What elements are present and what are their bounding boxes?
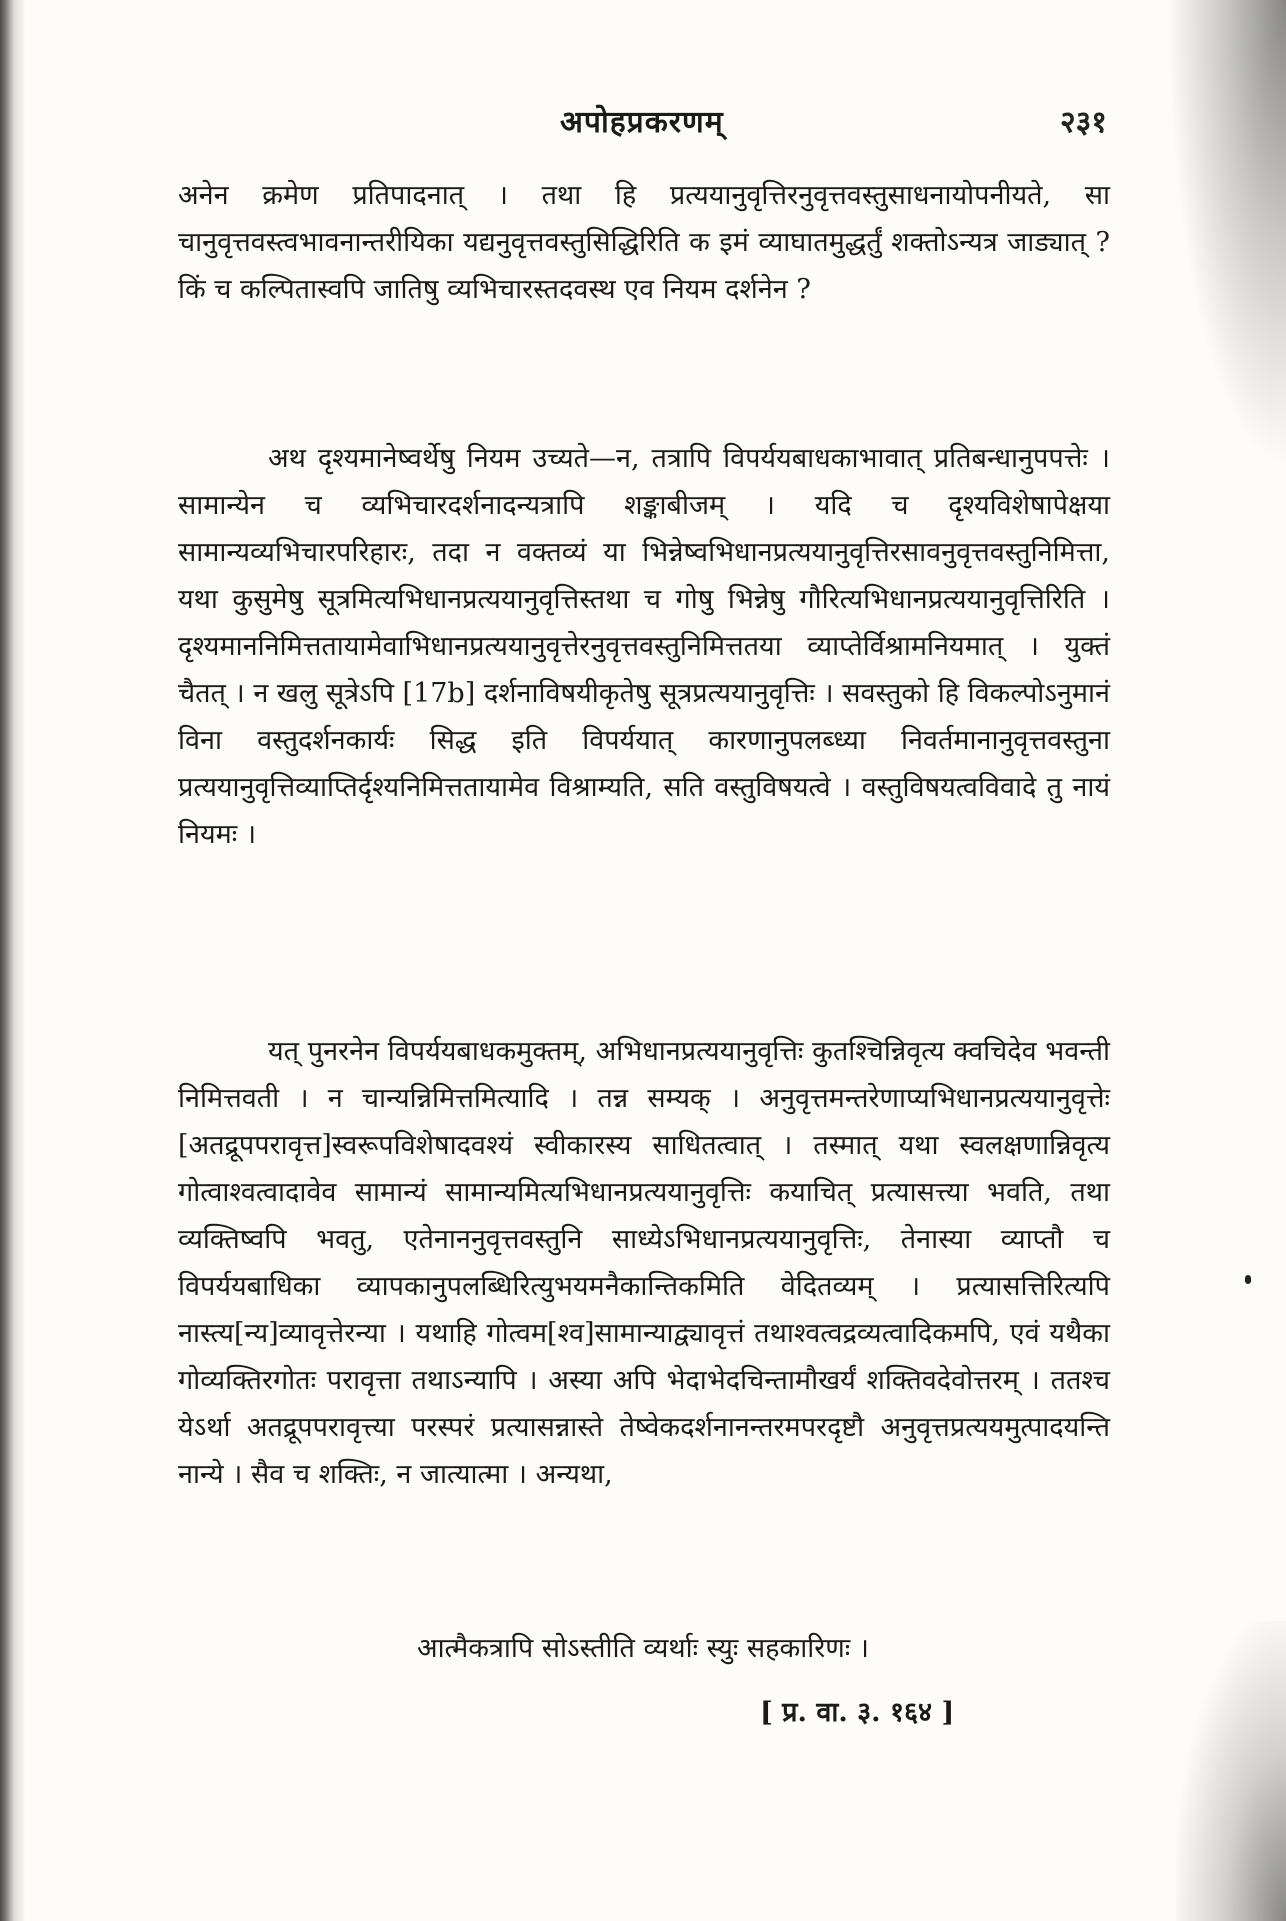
verse-line: आत्मैकत्रापि सोऽस्तीति व्यर्थाः स्युः सहकारिणः । — [416, 1633, 870, 1664]
paragraph-3: यत् पुनरनेन विपर्ययबाधकमुक्तम्, अभिधानप्रत्ययानुवृत्तिः कुतश्चिन्निवृत्य क्वचिदेव भवन्ती निमित्तवती । न चान्यन्निमित्तमित्यादि । तन्न सम्यक् । अनुवृत्तमन्तरेणाप्यभिधानप्रत्ययानुवृत्तेः [अतद्रूपपरावृत्त]स्वरूपविशेषादवश्यं स्वीकारस्य साधितत्वात् । तस्मात् यथा स्वलक्षणान्निवृत्य गोत्वाश्वत्वादावेव सामान्यं सामान्यमित्यभिधानप्रत्ययानुवृत्तिः कयाचित् प्रत्यासत्त्या भवति, तथा व्यक्तिष्वपि भवतु, एतेनाननुवृत्तवस्तुनि साध्येऽभिधानप्रत्ययानुवृत्तिः, तेनास्या व्याप्तौ च विपर्ययबाधिका व्यापकानुपलब्धिरित्युभयमनैकान्तिकमिति वेदितव्यम् । प्रत्यासत्तिरित्यपि नास्त्य[न्य]व्यावृत्तेरन्या । यथाहि गोत्वम[श्व]सामान्याद्व्यावृत्तं तथाश्वत्वद्रव्यत्वादिकमपि, एवं यथैका गोव्यक्तिरगोतः परावृत्ता तथाऽन्यापि । अस्या अपि भेदाभेदचिन्तामौखर्यं शक्तिवदेवोत्तरम् । ततश्च येऽर्था अतद्रूपपरावृत्त्या परस्परं प्रत्यासन्नास्ते तेष्वेकदर्शनानन्तरमपरदृष्टौ अनुवृत्तप्रत्ययमुत्पादयन्ति नान्ये । सैव च शक्तिः, न जात्यात्मा । अन्यथा, — [178, 1036, 1110, 1490]
scan-edge-top-right — [1166, 0, 1286, 470]
running-title: अपोहप्रकरणम् — [560, 105, 724, 140]
verse-reference: [ प्र. वा. ३. १६४ ] — [760, 1697, 955, 1728]
paragraph-1: अनेन क्रमेण प्रतिपादनात् । तथा हि प्रत्ययानुवृत्तिरनुवृत्तवस्तुसाधनायोपनीयते, सा चानुवृत्तवस्त्वभावनान्तरीयिका यद्यनुवृत्तवस्तुसिद्धिरिति क इमं व्याघातमुद्धर्तुं शक्तोऽन्यत्र जाड्यात् ? किं च कल्पितास्वपि जातिषु व्यभिचारस्तदवस्थ एव नियम दर्शनेन ? — [178, 180, 1110, 305]
paragraph-2: अथ दृश्यमानेष्वर्थेषु नियम उच्यते—न, तत्रापि विपर्ययबाधकाभावात् प्रतिबन्धानुपपत्तेः । सामान्येन च व्यभिचारदर्शनादन्यत्रापि शङ्काबीजम् । यदि च दृश्यविशेषापेक्षया सामान्यव्यभिचारपरिहारः, तदा न वक्तव्यं या भिन्नेष्वभिधानप्रत्ययानुवृत्तिरसावनुवृत्तवस्तुनिमित्ता, यथा कुसुमेषु सूत्रमित्यभिधानप्रत्ययानुवृत्तिस्तथा च गोषु भिन्नेषु गौरित्यभिधानप्रत्ययानुवृत्तिरिति । दृश्यमाननिमित्ततायामेवाभिधानप्रत्ययानुवृत्तेरनुवृत्तवस्तुनिमित्ततया व्याप्तेर्विश्रामनियमात् । युक्तं चैतत् । न खलु सूत्रेऽपि [17b] दर्शनाविषयीकृतेषु सूत्रप्रत्ययानुवृत्तिः । सवस्तुको हि विकल्पोऽनुमानं विना वस्तुदर्शनकार्यः सिद्ध इति विपर्ययात् कारणानुपलब्ध्या निवर्तमानानुवृत्तवस्तुना प्रत्ययानुवृत्तिव्याप्तिर्दृश्यनिमित्ततायामेव विश्राम्यति, सति वस्तुविषयत्वे । वस्तुविषयत्वविवादे तु नायं नियमः । — [178, 443, 1110, 850]
ink-speck — [1245, 1275, 1251, 1284]
page-number: २३१ — [1060, 105, 1107, 140]
page-header — [0, 100, 1286, 140]
scan-edge-bottom-right — [1176, 1621, 1286, 1921]
